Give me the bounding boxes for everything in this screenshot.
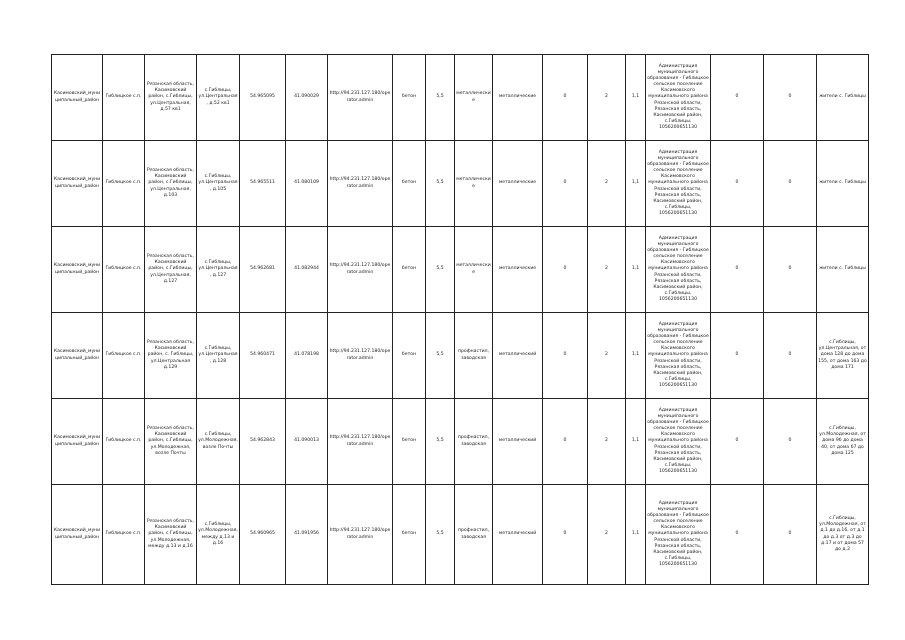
table-cell-lat: 54.965511: [240, 141, 286, 227]
table-cell-served: с.Гиблицы, ул.Молодежная, от дома 9б до дома 40, от дома 67 до дома 125: [817, 399, 869, 485]
table-cell-c1: 0: [543, 227, 588, 313]
table-cell-bin-material: металлические: [493, 141, 543, 227]
data-table: [51, 54, 869, 585]
table-cell-url: http://94.231.127.180/operator.admin: [328, 399, 393, 485]
table-cell-lat: 54.962681: [240, 227, 286, 313]
table-cell-bin-material: металлический: [493, 485, 543, 585]
table-cell-settlement: Гиблицкое с.п.: [103, 141, 145, 227]
table-cell-c4: 0: [711, 485, 764, 585]
table-cell-area: 5,5: [426, 485, 455, 585]
table-row: [52, 399, 869, 485]
table-cell-lat: 54.965095: [240, 55, 286, 141]
table-cell-lon: 41.090013: [286, 399, 328, 485]
table-row: [52, 227, 869, 313]
table-cell-lon: 41.082944: [286, 227, 328, 313]
table-cell-area: 5,5: [426, 141, 455, 227]
table-cell-settlement: Гиблицкое с.п.: [103, 227, 145, 313]
table-cell-district: Касимовский_муниципальный_район: [52, 227, 103, 313]
table-cell-owner: Администрация муниципального образования - Гиблицкое сельское поселение Касимовского муниципального района Рязанской области, Рязанская область, Касимовский район, с.Гиблицы, 1056200651130: [646, 313, 711, 399]
table-cell-area: 5,5: [426, 227, 455, 313]
table-cell-c5: 0: [764, 141, 817, 227]
table-cell-c3: 1,1: [626, 313, 646, 399]
table-cell-lat: 54.962843: [240, 399, 286, 485]
table-cell-c4: 0: [711, 227, 764, 313]
table-cell-surface: бетон: [393, 141, 426, 227]
table-cell-surface: бетон: [393, 399, 426, 485]
table-cell-address-short: с.Гиблицы, ул.Центральная, д.128: [197, 313, 240, 399]
table-cell-address: Рязанская область, Касимовский район, с.Гиблицы, ул.Молодежная, возле Почты: [145, 399, 197, 485]
table-cell-url: http://94.231.127.180/operator.admin: [328, 55, 393, 141]
table-row: [52, 485, 869, 585]
table-cell-c5: 0: [764, 313, 817, 399]
table-row: [52, 313, 869, 399]
table-cell-address-short: с.Гиблицы, ул.Центральная, д.127: [197, 227, 240, 313]
table-cell-surface: бетон: [393, 55, 426, 141]
table-cell-address-short: с.Гиблицы, ул.Центральная, д.52 кв1: [197, 55, 240, 141]
table-cell-c3: 1,1: [626, 399, 646, 485]
table-cell-area: 5,5: [426, 313, 455, 399]
table-cell-lon: 41.091956: [286, 485, 328, 585]
table-cell-surface: бетон: [393, 485, 426, 585]
table-cell-c2: 2: [588, 313, 626, 399]
table-cell-address-short: с.Гиблицы, ул.Центральная, д.105: [197, 141, 240, 227]
table-cell-lat: 54.960471: [240, 313, 286, 399]
table-cell-bin-type: профнастил, заводская: [455, 313, 493, 399]
table-cell-c1: 0: [543, 313, 588, 399]
table-cell-bin-material: металлические: [493, 55, 543, 141]
table-cell-c2: 2: [588, 55, 626, 141]
table-cell-served: с.Гиблицы, ул.Молодежная, от д.1 до д.16, от д.1 до д.3 от д.3 до д.17 и от дома 57 до д.2: [817, 485, 869, 585]
table-cell-settlement: Гиблицкое с.п.: [103, 313, 145, 399]
table-cell-area: 5,5: [426, 55, 455, 141]
table-cell-address: Рязанская область, Касимовский район, с.Гиблицы, ул.Центральная, д.57 кв1: [145, 55, 197, 141]
table-cell-url: http://94.231.127.180/operator.admin: [328, 313, 393, 399]
table-cell-owner: Администрация муниципального образования - Гиблицкое сельское поселение Касимовского муниципального района Рязанской области, Рязанская область, Касимовский район, с.Гиблицы, 1056200651130: [646, 485, 711, 585]
table-cell-lon: 41.078198: [286, 313, 328, 399]
table-cell-url: http://94.231.127.180/operator.admin: [328, 485, 393, 585]
table-cell-address: Рязанская область, Касимовский район, с.Гиблицы, ул.Центральная, д.103: [145, 141, 197, 227]
table-cell-lon: 41.080109: [286, 141, 328, 227]
table-cell-served: жители с. Гиблицы: [817, 227, 869, 313]
table-body: [52, 55, 869, 585]
table-cell-c4: 0: [711, 55, 764, 141]
table-cell-surface: бетон: [393, 227, 426, 313]
table-cell-owner: Администрация муниципального образования - Гиблицкое сельское поселение Касимовского муниципального района Рязанской области, Рязанская область, Касимовский район, с.Гиблицы, 1056200651130: [646, 55, 711, 141]
table-cell-lon: 41.090029: [286, 55, 328, 141]
table-cell-served: с.Гиблицы, ул.Центральная, от дома 128 до дома 155, от дома 163 до дома 171: [817, 313, 869, 399]
table-cell-c3: 1,1: [626, 141, 646, 227]
table-cell-c3: 1,1: [626, 55, 646, 141]
table-cell-c4: 0: [711, 313, 764, 399]
table-cell-url: http://94.231.127.180/operator.admin: [328, 141, 393, 227]
table-cell-c5: 0: [764, 55, 817, 141]
table-cell-settlement: Гиблицкое с.п.: [103, 485, 145, 585]
table-cell-surface: бетон: [393, 313, 426, 399]
table-cell-c1: 0: [543, 485, 588, 585]
table-cell-c2: 2: [588, 227, 626, 313]
table-cell-c1: 0: [543, 141, 588, 227]
table-cell-address-short: с.Гиблицы, ул.Молодежная, между д.13 и д.16: [197, 485, 240, 585]
table-cell-c1: 0: [543, 399, 588, 485]
table-cell-owner: Администрация муниципального образования - Гиблицкое сельское поселение Касимовского муниципального района Рязанской области, Рязанская область, Касимовский район, с.Гиблицы, 1056200651130: [646, 399, 711, 485]
table-cell-c2: 2: [588, 399, 626, 485]
table-cell-owner: Администрация муниципального образования - Гиблицкое сельское поселение Касимовского муниципального района Рязанской области, Рязанская область, Касимовский район, с.Гиблицы, 1056200651130: [646, 141, 711, 227]
table-cell-c3: 1,1: [626, 485, 646, 585]
table-row: [52, 55, 869, 141]
table-cell-c5: 0: [764, 399, 817, 485]
table-cell-address: Рязанская область, Касимовский район, с.Гиблицы, ул.Молодежная, между д.13 и д.16: [145, 485, 197, 585]
table-cell-bin-material: металлический: [493, 399, 543, 485]
table-cell-lat: 54.960965: [240, 485, 286, 585]
table-cell-area: 5,5: [426, 399, 455, 485]
table-cell-district: Касимовский_муниципальный_район: [52, 313, 103, 399]
table-cell-c2: 2: [588, 485, 626, 585]
table-cell-district: Касимовский_муниципальный_район: [52, 485, 103, 585]
table-cell-bin-material: металлические: [493, 227, 543, 313]
table-cell-address: Рязанская область, Касимовский район, с. Гиблицы, ул.Центральная д.129: [145, 313, 197, 399]
table-cell-c5: 0: [764, 485, 817, 585]
table-cell-served: жители с. Гиблицы: [817, 141, 869, 227]
table-cell-bin-material: металлический: [493, 313, 543, 399]
table-cell-c4: 0: [711, 141, 764, 227]
table-cell-c1: 0: [543, 55, 588, 141]
table-cell-bin-type: металлические: [455, 227, 493, 313]
table-cell-bin-type: профнастил, заводская: [455, 399, 493, 485]
table-cell-bin-type: профнастил, заводская: [455, 485, 493, 585]
table-cell-bin-type: металлические: [455, 55, 493, 141]
table-cell-address-short: с.Гиблицы, ул.Молодежная, возле Почты: [197, 399, 240, 485]
table-cell-owner: Администрация муниципального образования - Гиблицкое сельское поселение Касимовского муниципального района Рязанской области, Рязанская область, Касимовский район, с.Гиблицы, 1056200651130: [646, 227, 711, 313]
table-cell-district: Касимовский_муниципальный_район: [52, 399, 103, 485]
table-row: [52, 141, 869, 227]
table-cell-bin-type: металлические: [455, 141, 493, 227]
table-cell-settlement: Гиблицкое с.п.: [103, 399, 145, 485]
table-cell-district: Касимовский_муниципальный_район: [52, 55, 103, 141]
table-cell-c3: 1,1: [626, 227, 646, 313]
table-cell-url: http://94.231.127.180/operator.admin: [328, 227, 393, 313]
table-cell-served: жители с. Гиблицы: [817, 55, 869, 141]
table-cell-address: Рязанская область, Касимовский район, с.Гиблицы, ул.Центральная, д.127: [145, 227, 197, 313]
table-cell-c2: 2: [588, 141, 626, 227]
table-cell-c4: 0: [711, 399, 764, 485]
table-cell-settlement: Гиблицкое с.п.: [103, 55, 145, 141]
table-cell-district: Касимовский_муниципальный_район: [52, 141, 103, 227]
table-cell-c5: 0: [764, 227, 817, 313]
